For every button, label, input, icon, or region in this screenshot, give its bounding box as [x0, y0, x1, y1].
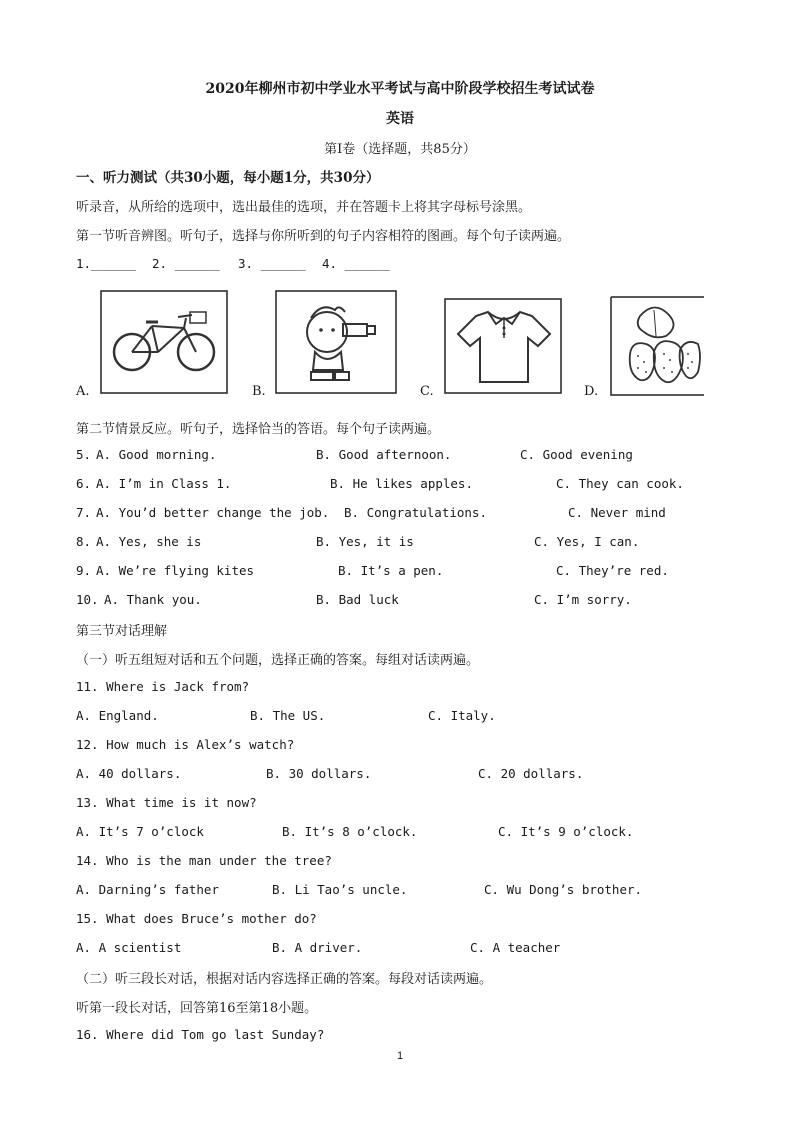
q6-num: 6. — [76, 476, 92, 491]
q12-question: 12. How much is Alex’s watch? — [76, 737, 295, 752]
subject-title: 英语 — [386, 111, 414, 127]
q15-option-b: B. A driver. — [272, 940, 363, 955]
instruction-text: 听录音，从所给的选项中，选出最佳的选项，并在答题卡上将其字母标号涂黑。 — [76, 200, 532, 215]
q15-question: 15. What does Bruce’s mother do? — [76, 911, 317, 926]
picture-label-a: A. — [76, 384, 90, 399]
q8-num: 8. — [76, 534, 92, 549]
blank-3: 3. ______ — [238, 256, 306, 271]
picture-label-c: C. — [420, 384, 434, 399]
q12-option-b: B. 30 dollars. — [266, 766, 372, 781]
q14-option-b: B. Li Tao’s uncle. — [272, 882, 408, 897]
q9-option-b: B. It’s a pen. — [338, 563, 444, 578]
page-number: 1 — [396, 1050, 404, 1062]
q9-option-a: A. We’re flying kites — [96, 563, 255, 578]
q11-option-c: C. Italy. — [428, 708, 496, 723]
blank-4: 4. ______ — [322, 256, 390, 271]
q14-option-a: A. Darning’s father — [76, 882, 219, 897]
part3-sub2-note: 听第一段长对话，回答第16至第18小题。 — [76, 1001, 318, 1016]
q6-option-c: C. They can cook. — [556, 476, 684, 491]
q5-num: 5. — [76, 447, 92, 462]
boy-drinking-icon — [275, 290, 397, 394]
part2-heading: 第二节情景反应。听句子，选择恰当的答语。每个句子读两遍。 — [76, 422, 441, 437]
volume-title: 第Ⅰ卷（选择题，共85分） — [324, 142, 476, 157]
q10-num: 10. — [76, 592, 99, 607]
picture-strawberries — [610, 296, 704, 396]
part3-sub1: （一）听五组短对话和五个问题，选择正确的答案。每组对话读两遍。 — [76, 653, 480, 668]
q9-option-c: C. They’re red. — [556, 563, 669, 578]
q11-option-a: A. England. — [76, 708, 159, 723]
bicycle-icon — [100, 290, 228, 394]
picture-label-d: D. — [584, 384, 599, 399]
picture-bicycle — [100, 290, 228, 394]
q13-option-b: B. It’s 8 o’clock. — [282, 824, 418, 839]
q13-question: 13. What time is it now? — [76, 795, 257, 810]
part3-sub2: （二）听三段长对话，根据对话内容选择正确的答案。每段对话读两遍。 — [76, 972, 493, 987]
picture-tshirt — [444, 298, 562, 394]
q7-option-c: C. Never mind — [568, 505, 666, 520]
q8-option-a: A. Yes, she is — [96, 534, 202, 549]
q13-option-c: C. It’s 9 o’clock. — [498, 824, 634, 839]
blank-2: 2. ______ — [152, 256, 220, 271]
q7-option-a: A. You’d better change the job. — [96, 505, 330, 520]
picture-label-b: B. — [252, 384, 266, 399]
strawberries-icon — [610, 296, 704, 396]
q12-option-c: C. 20 dollars. — [478, 766, 584, 781]
q7-num: 7. — [76, 505, 92, 520]
q5-option-a: A. Good morning. — [96, 447, 217, 462]
q11-option-b: B. The US. — [250, 708, 326, 723]
q9-num: 9. — [76, 563, 92, 578]
q15-option-c: C. A teacher — [470, 940, 561, 955]
q5-option-c: C. Good evening — [520, 447, 633, 462]
q13-option-a: A. It’s 7 o’clock — [76, 824, 204, 839]
q6-option-b: B. He likes apples. — [330, 476, 473, 491]
blank-1: 1.______ — [76, 256, 137, 271]
picture-boy — [275, 290, 397, 394]
q15-option-a: A. A scientist — [76, 940, 182, 955]
part3-heading: 第三节对话理解 — [76, 624, 168, 639]
q16-question: 16. Where did Tom go last Sunday? — [76, 1027, 325, 1042]
q11-question: 11. Where is Jack from? — [76, 679, 250, 694]
exam-title: 2020年柳州市初中学业水平考试与高中阶段学校招生考试试卷 — [205, 81, 595, 97]
q6-option-a: A. I’m in Class 1. — [96, 476, 232, 491]
q8-option-b: B. Yes, it is — [316, 534, 414, 549]
q12-option-a: A. 40 dollars. — [76, 766, 182, 781]
q14-question: 14. Who is the man under the tree? — [76, 853, 332, 868]
q5-option-b: B. Good afternoon. — [316, 447, 452, 462]
q10-option-a: A. Thank you. — [104, 592, 202, 607]
part1-heading: 第一节听音辨图。听句子，选择与你所听到的句子内容相符的图画。每个句子读两遍。 — [76, 229, 571, 244]
section-heading: 一、听力测试（共30小题，每小题1分，共30分） — [76, 170, 380, 186]
q14-option-c: C. Wu Dong’s brother. — [484, 882, 643, 897]
q8-option-c: C. Yes, I can. — [534, 534, 640, 549]
t-shirt-icon — [444, 298, 562, 394]
q7-option-b: B. Congratulations. — [344, 505, 487, 520]
q10-option-c: C. I’m sorry. — [534, 592, 632, 607]
q10-option-b: B. Bad luck — [316, 592, 399, 607]
